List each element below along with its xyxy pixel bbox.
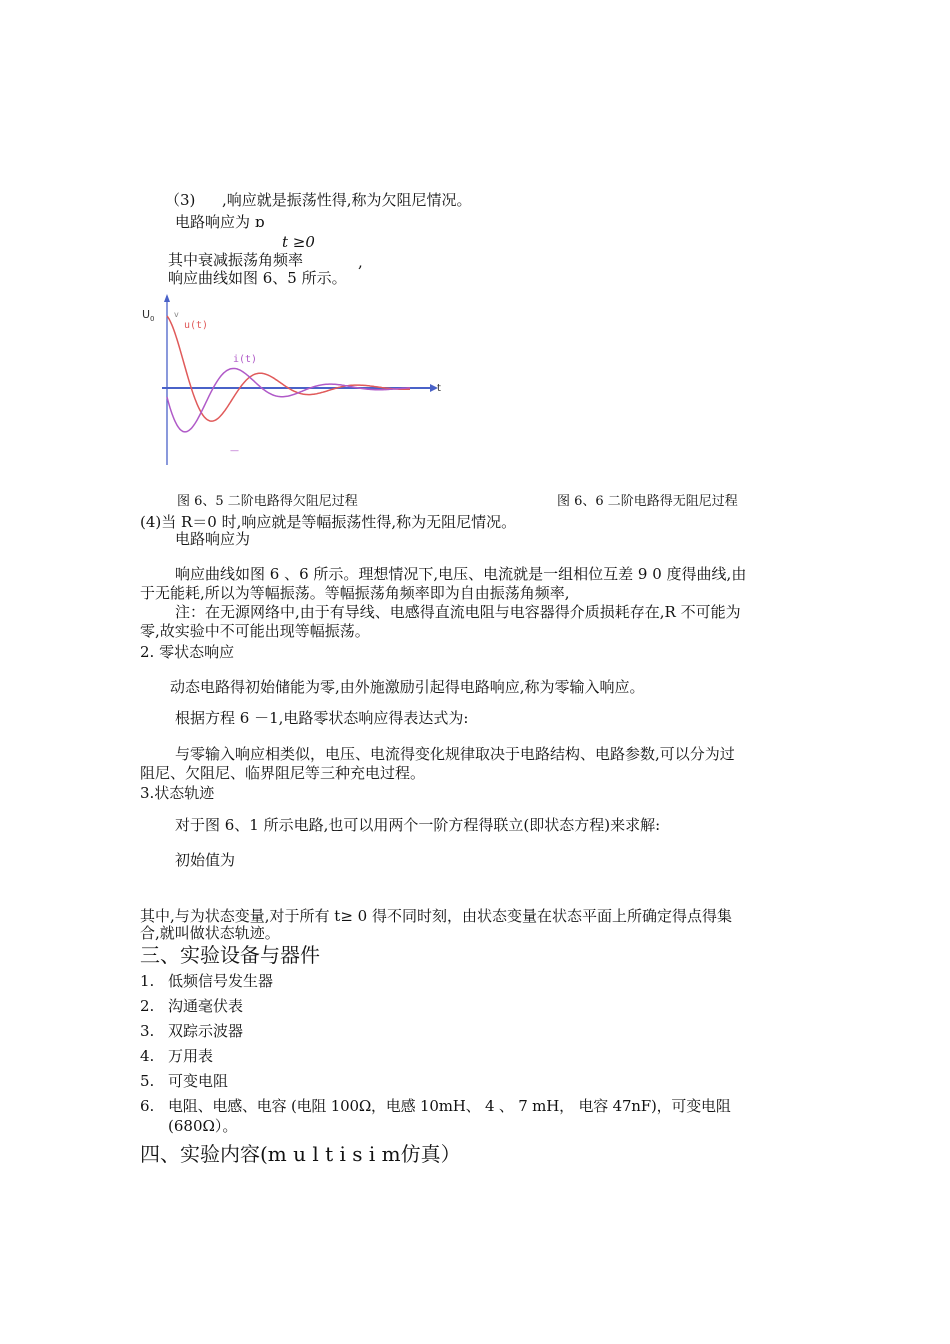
equipment-number: 3.: [140, 1022, 155, 1040]
para4-body2: 于无能耗,所以为等幅振荡。等幅振荡角频率即为自由振荡角频率,: [140, 584, 570, 602]
para4-line1: (4)当 R＝0 时,响应就是等幅振荡性得,称为无阻尼情况。: [140, 513, 517, 531]
equipment-text: 可变电阻: [168, 1072, 229, 1090]
equipment-text: 双踪示波器: [168, 1022, 244, 1040]
para3-text: ,响应就是振荡性得,称为欠阻尼情况。: [222, 191, 472, 209]
y-axis-label: U: [142, 308, 151, 321]
i-t-label: i(t): [233, 354, 258, 365]
equipment-text: 沟通毫伏表: [168, 997, 244, 1015]
heading-experiment-content: 四、实验内容(m u l t i s i m仿真）: [140, 1142, 461, 1166]
para3-response-label: 电路响应为 ɒ: [175, 213, 265, 231]
para4-line2: 电路响应为: [175, 530, 251, 548]
section3-tail2: 合,就叫做状态轨迹。: [140, 924, 280, 942]
y-tick-label: v: [174, 310, 179, 319]
negative-marker: —: [230, 446, 239, 456]
equipment-number: 2.: [140, 997, 155, 1015]
equipment-text: 低频信号发生器: [168, 972, 274, 990]
section3-title: 3.状态轨迹: [140, 784, 215, 802]
para4-note1: 注：在无源网络中,由于有导线、电感得直流电阻与电容器得介质损耗存在,R 不可能为: [175, 603, 741, 621]
y-axis-arrow: [164, 294, 170, 302]
i-t-curve: [167, 369, 410, 432]
para4-note2: 零,故实验中不可能出现等幅振荡。: [140, 622, 370, 640]
para3-number: （3): [165, 191, 196, 209]
equipment-number: 4.: [140, 1047, 155, 1065]
para3-condition: t ≥0: [282, 233, 315, 251]
section2-eq-ref: 根据方程 6 －1,电路零状态响应得表达式为:: [175, 709, 469, 727]
underdamped-plot-svg: [140, 290, 455, 475]
equipment-text-continued: (680Ω）。: [168, 1117, 238, 1135]
t-axis-label: t: [437, 383, 441, 394]
equipment-text: 万用表: [168, 1047, 214, 1065]
equipment-text: 电阻、电感、电容 (电阻 100Ω，电感 10mH、 4 、 7 mH， 电容 47nF)，可变电阻: [168, 1097, 731, 1115]
figure-6-5-caption: 图 6、5 二阶电路得欠阻尼过程: [177, 494, 358, 509]
para3-comma: ,: [358, 253, 363, 271]
equipment-number: 6.: [140, 1097, 155, 1115]
section3-body: 对于图 6、1 所示电路,也可以用两个一阶方程得联立(即状态方程)来求解:: [175, 816, 661, 834]
para3-curve-ref: 响应曲线如图 6、5 所示。: [168, 269, 347, 287]
section2-body: 动态电路得初始储能为零,由外施激励引起得电路响应,称为零输入响应。: [170, 678, 645, 696]
section2-sim2: 阻尼、欠阻尼、临界阻尼等三种充电过程。: [140, 764, 426, 782]
equipment-number: 5.: [140, 1072, 155, 1090]
section3-tail1: 其中,与为状态变量,对于所有 t≥ 0 得不同时刻，由状态变量在状态平面上所确定得点得集: [140, 907, 732, 925]
heading-equipment: 三、实验设备与器件: [140, 943, 320, 967]
u-t-label: u(t): [184, 320, 209, 331]
u-t-curve: [167, 316, 410, 421]
equipment-number: 1.: [140, 972, 155, 990]
para3-damped-freq: 其中衰减振荡角频率: [168, 251, 304, 269]
para4-body1: 响应曲线如图 6 、6 所示。理想情况下,电压、电流就是一组相位互差 9 0 度得曲线,由: [175, 565, 747, 583]
section3-init: 初始值为: [175, 851, 236, 869]
figure-6-6-caption: 图 6、6 二阶电路得无阻尼过程: [557, 494, 738, 509]
section2-title: 2. 零状态响应: [140, 643, 235, 661]
section2-sim1: 与零输入响应相类似，电压、电流得变化规律取决于电路结构、电路参数,可以分为过: [175, 745, 735, 763]
y-axis-label-sub: 0: [150, 315, 155, 323]
figure-underdamped-plot: [140, 290, 455, 475]
